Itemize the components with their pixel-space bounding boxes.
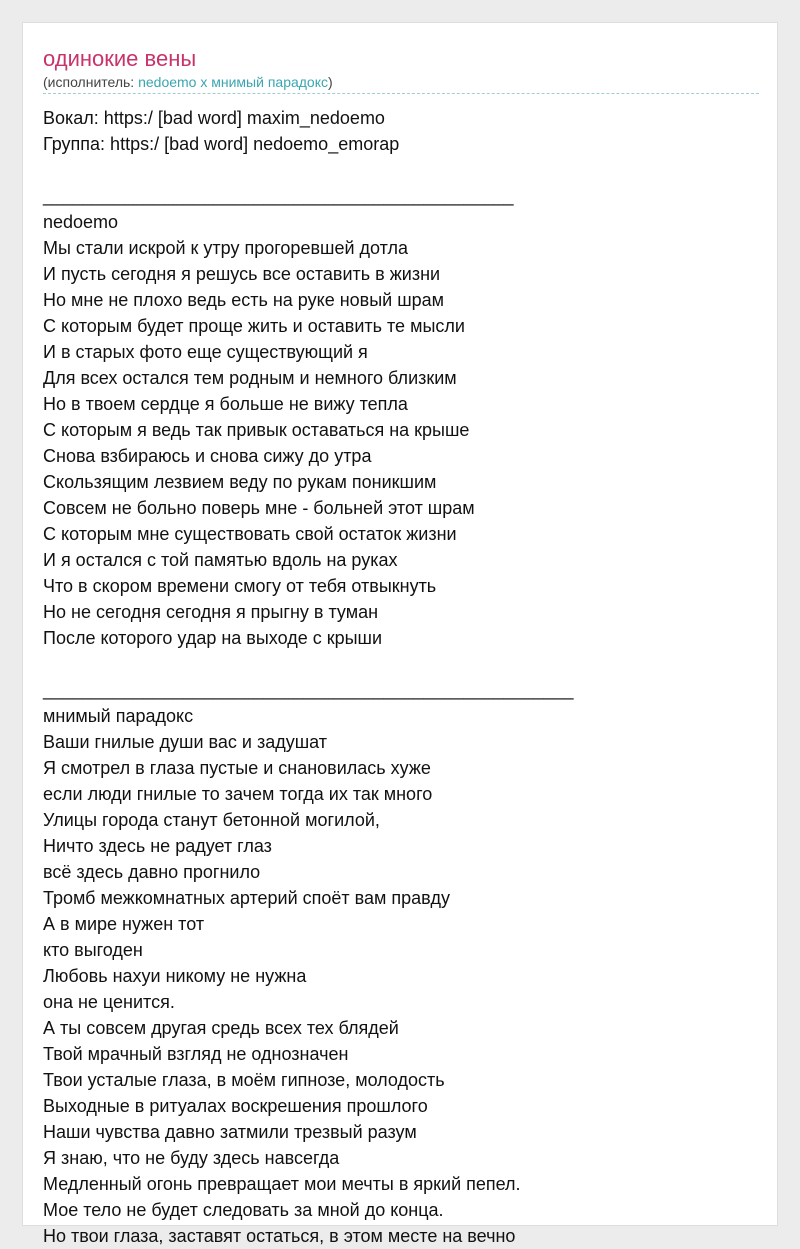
lyric-line: Но не сегодня сегодня я прыгну в туман bbox=[43, 602, 379, 622]
performer-prefix: (исполнитель: bbox=[43, 74, 139, 90]
performer-link[interactable]: nedoemo x мнимый парадокс bbox=[138, 74, 329, 90]
lyric-line: Мое тело не будет следовать за мной до конца. bbox=[43, 1200, 444, 1220]
lyric-line: Но в твоем сердце я больше не вижу тепла bbox=[43, 394, 408, 414]
lyric-line: Улицы города станут бетонной могилой, bbox=[43, 810, 380, 830]
lyric-line: Выходные в ритуалах воскрешения прошлого bbox=[43, 1096, 428, 1116]
lyric-line: Я знаю, что не буду здесь навсегда bbox=[43, 1148, 340, 1168]
lyric-line: Ваши гнилые души вас и задушат bbox=[43, 732, 328, 752]
lyric-line: Медленный огонь превращает мои мечты в яркий пепел. bbox=[43, 1174, 521, 1194]
song-title: одинокие вены bbox=[43, 46, 197, 71]
lyric-line: она не ценится. bbox=[43, 992, 175, 1012]
lyric-line: Совсем не больно поверь мне - больней этот шрам bbox=[43, 498, 475, 518]
lyric-line: _______________________________________________ bbox=[43, 186, 514, 206]
lyric-line: Для всех остался тем родным и немного близким bbox=[43, 368, 457, 388]
lyrics-card bbox=[22, 22, 778, 1246]
lyric-line: Мы стали искрой к утру прогоревшей дотла bbox=[43, 238, 409, 258]
lyric-line: Я смотрел в глаза пустые и снановилась хуже bbox=[43, 758, 431, 778]
lyric-line: если люди гнилые то зачем тогда их так много bbox=[43, 784, 433, 804]
lyric-line: С которым мне существовать свой остаток жизни bbox=[43, 524, 457, 544]
lyric-line: Но мне не плохо ведь есть на руке новый шрам bbox=[43, 290, 445, 310]
lyric-line: А в мире нужен тот bbox=[43, 914, 205, 934]
lyric-line: Вокал: https:/ [bad word] maxim_nedoemo bbox=[43, 108, 385, 128]
lyric-line: Группа: https:/ [bad word] nedoemo_emorap bbox=[43, 134, 400, 154]
lyric-line: Наши чувства давно затмили трезвый разум bbox=[43, 1122, 417, 1142]
lyric-line: мнимый парадокс bbox=[43, 706, 194, 726]
lyrics-body bbox=[43, 105, 759, 1249]
lyric-line: Но твои глаза, заставят остаться, в этом месте на вечно bbox=[43, 1226, 516, 1246]
lyric-line: И я остался с той памятью вдоль на руках bbox=[43, 550, 398, 570]
lyric-line: И в старых фото еще существующий я bbox=[43, 342, 368, 362]
title-divider bbox=[43, 93, 759, 94]
lyric-line bbox=[43, 157, 759, 183]
lyric-line bbox=[43, 651, 759, 677]
performer-suffix: ) bbox=[328, 74, 333, 90]
lyric-line: Твои усталые глаза, в моём гипнозе, молодость bbox=[43, 1070, 445, 1090]
lyric-line: Тромб межкомнатных артерий споёт вам правду bbox=[43, 888, 451, 908]
lyric-line: Ничто здесь не радует глаз bbox=[43, 836, 272, 856]
lyric-line: всё здесь давно прогнило bbox=[43, 862, 261, 882]
lyric-line: Любовь нахуи никому не нужна bbox=[43, 966, 307, 986]
lyric-line: А ты совсем другая средь всех тех блядей bbox=[43, 1018, 399, 1038]
lyric-line: кто выгоден bbox=[43, 940, 143, 960]
lyric-line: С которым я ведь так привык оставаться на крыше bbox=[43, 420, 470, 440]
performer-line bbox=[43, 73, 333, 91]
lyric-line: После которого удар на выходе с крыши bbox=[43, 628, 383, 648]
lyric-line: _____________________________________________________ bbox=[43, 680, 574, 700]
lyric-line: nedoemo bbox=[43, 212, 119, 232]
lyric-line: Твой мрачный взгляд не однозначен bbox=[43, 1044, 349, 1064]
lyric-line: И пусть сегодня я решусь все оставить в жизни bbox=[43, 264, 441, 284]
lyric-line: Снова взбираюсь и снова сижу до утра bbox=[43, 446, 372, 466]
lyric-line: Скользящим лезвием веду по рукам поникшим bbox=[43, 472, 437, 492]
lyric-line: Что в скором времени смогу от тебя отвыкнуть bbox=[43, 576, 437, 596]
lyric-line: С которым будет проще жить и оставить те мысли bbox=[43, 316, 465, 336]
